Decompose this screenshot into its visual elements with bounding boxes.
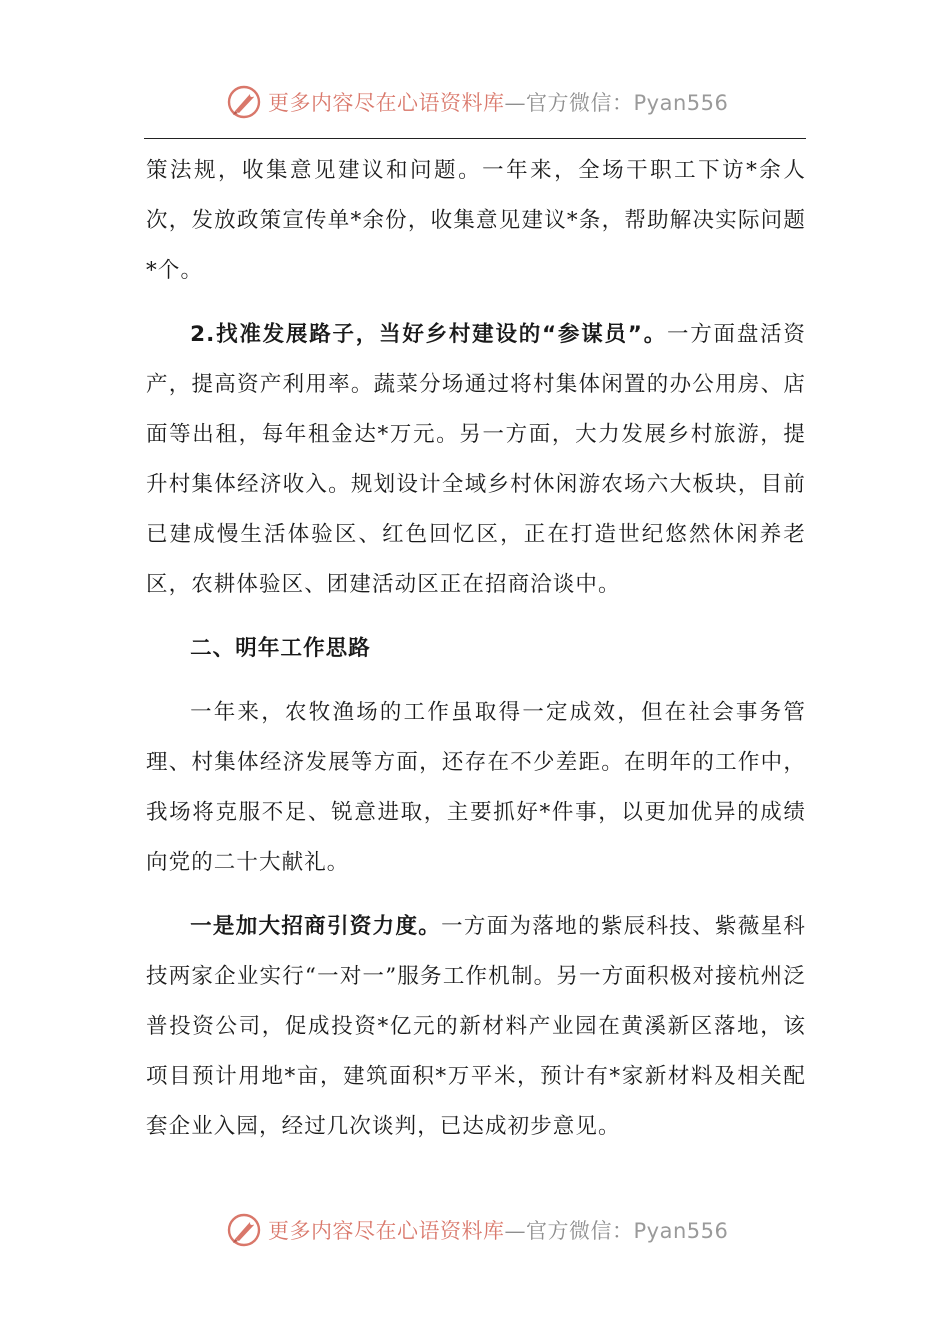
watermark-label: —官方微信： bbox=[504, 1219, 634, 1243]
section-heading: 二、明年工作思路 bbox=[190, 636, 371, 661]
footer-watermark bbox=[226, 1210, 746, 1250]
paragraph-4-text: 一方面为落地的紫辰科技、紫薇星科技两家企业实行“一对一”服务工作机制。另一方面积极对接杭州泛普投资公司，促成投资*亿元的新材料产业园在黄溪新区落地，该项目预计用地*亩，建筑面积*万平米，预计有*家新材料及相关配套企业入园，经过几次谈判，已达成初步意见。 bbox=[146, 914, 806, 1139]
watermark-text bbox=[268, 1215, 728, 1245]
document-body bbox=[146, 146, 806, 1166]
paragraph-4-lead: 一是加大招商引资力度。 bbox=[190, 914, 442, 939]
pen-logo-icon bbox=[226, 84, 262, 120]
pen-logo-icon bbox=[226, 1212, 262, 1248]
watermark-site-name: 更多内容尽在心语资料库 bbox=[268, 1219, 505, 1243]
watermark-account: Pyan556 bbox=[633, 91, 729, 115]
paragraph-2-text: 一方面盘活资产，提高资产利用率。蔬菜分场通过将村集体闲置的办公用房、店面等出租，每年租金达*万元。另一方面，大力发展乡村旅游，提升村集体经济收入。规划设计全域乡村休闲游农场六大板块，目前已建成慢生活体验区、红色回忆区，正在打造世纪悠然休闲养老区，农耕体验区、团建活动区正在招商洽谈中。 bbox=[146, 322, 806, 597]
paragraph-3 bbox=[146, 688, 806, 888]
watermark-account: Pyan556 bbox=[633, 1219, 729, 1243]
paragraph-2-lead: 2.找准发展路子，当好乡村建设的“参谋员”。 bbox=[190, 322, 667, 347]
watermark-site-name: 更多内容尽在心语资料库 bbox=[268, 91, 505, 115]
watermark-label: —官方微信： bbox=[504, 91, 634, 115]
paragraph-2 bbox=[146, 310, 806, 610]
paragraph-1 bbox=[146, 146, 806, 296]
watermark-text bbox=[268, 87, 728, 117]
paragraph-1-text: 策法规，收集意见建议和问题。一年来，全场干职工下访*余人次，发放政策宣传单*余份，收集意见建议*条，帮助解决实际问题*个。 bbox=[146, 158, 806, 283]
paragraph-4 bbox=[146, 902, 806, 1152]
header-watermark bbox=[226, 82, 746, 122]
header-divider bbox=[144, 138, 806, 139]
paragraph-3-text: 一年来，农牧渔场的工作虽取得一定成效，但在社会事务管理、村集体经济发展等方面，还存在不少差距。在明年的工作中，我场将克服不足、锐意进取，主要抓好*件事，以更加优异的成绩向党的二十大献礼。 bbox=[146, 700, 806, 875]
